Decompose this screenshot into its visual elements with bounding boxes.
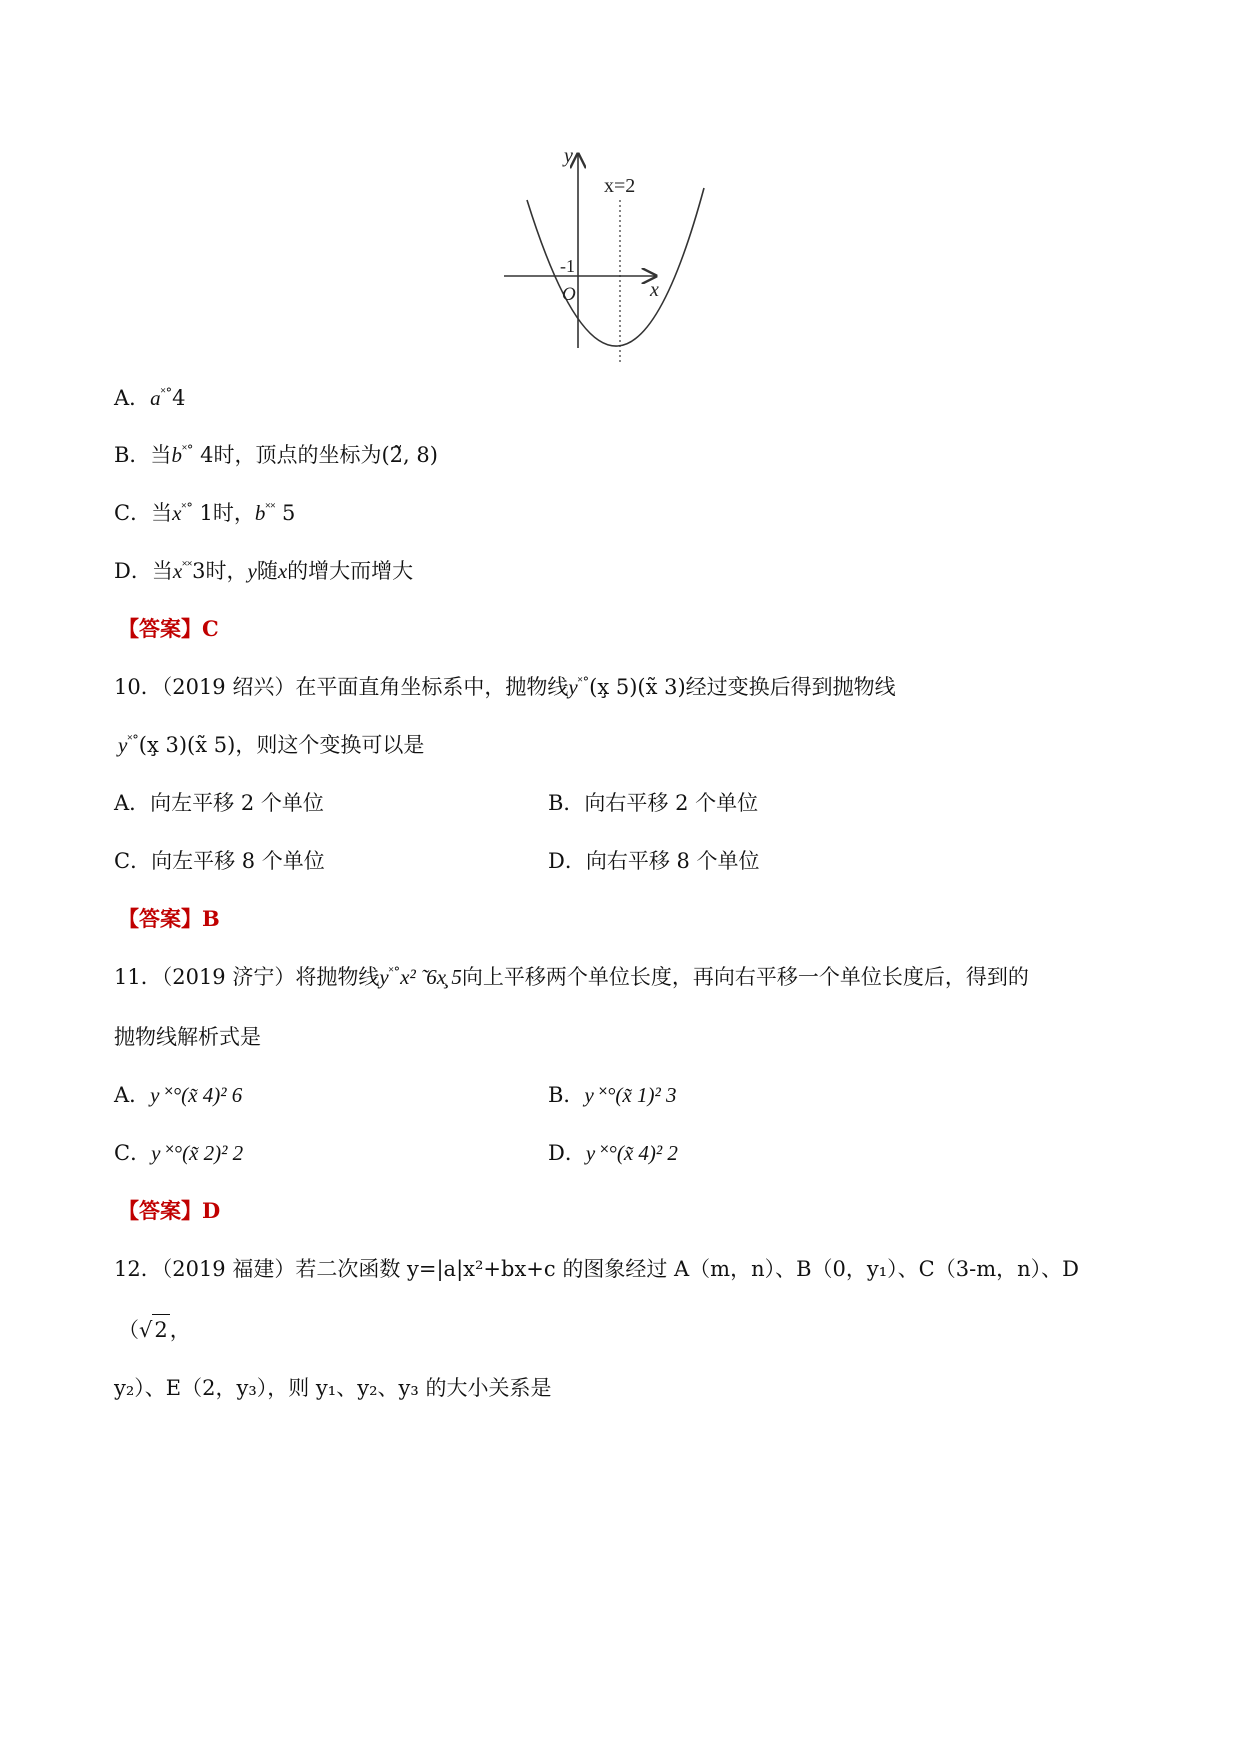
x-axis-label: x [650, 279, 659, 301]
q12-stem-line1: 12．（2019 福建）若二次函数 y=|a|x²+bx+c 的图象经过 A（m，n）、B（0，y₁）、C（3-m，n）、D [114, 1257, 1079, 1281]
q11-option-d: D．y ˟°(x̃ 4)² 2 [548, 1141, 678, 1165]
parabola-curve [527, 188, 704, 346]
q10-answer: 【答案】B [118, 906, 220, 931]
q9-option-b: B．当b˟° 4时，顶点的坐标为(2̃, 8) [114, 443, 438, 467]
origin-label: O [562, 284, 576, 305]
q11-stem-line1: 11．（2019 济宁）将抛物线y˟°x² ̃ 6x̧ 5向上平移两个单位长度，再向右平移一个单位长度后，得到的 [114, 965, 1029, 989]
q10-stem-line1: 10．（2019 绍兴）在平面直角坐标系中，抛物线y˟°(x̧ 5)(x̃ 3)经过变换后得到抛物线 [114, 675, 896, 699]
q10-stem-line2: y˟°(x̧ 3)(x̃ 5)，则这个变换可以是 [118, 733, 425, 757]
minus-one-label: -1 [560, 256, 575, 276]
q10-option-a: A．向左平移 2 个单位 [114, 791, 324, 815]
q9-option-c: C．当x˟° 1时，b˟˟ 5 [114, 501, 296, 525]
q11-option-a: A．y ˟°(x̃ 4)² 6 [114, 1083, 243, 1107]
parabola-graph [496, 148, 736, 378]
q11-option-c: C．y ˟°(x̃ 2)² 2 [114, 1141, 244, 1165]
q11-stem-line2: 抛物线解析式是 [114, 1025, 261, 1049]
axis-of-symmetry-label: x=2 [604, 175, 636, 197]
q11-option-b: B．y ˟°(x̃ 1)² 3 [548, 1083, 677, 1107]
q12-stem-line2: （√2， [118, 1314, 191, 1345]
q9-option-a: A．a˟°4 [114, 386, 186, 410]
q10-option-d: D．向右平移 8 个单位 [548, 849, 760, 873]
q10-option-c: C．向左平移 8 个单位 [114, 849, 325, 873]
q11-answer: 【答案】D [118, 1198, 221, 1223]
y-axis-label: y [564, 148, 573, 167]
q10-option-b: B．向右平移 2 个单位 [548, 791, 759, 815]
q9-answer: 【答案】C [118, 616, 219, 641]
q9-option-d: D．当x˟˟3时，y随x的增大而增大 [114, 559, 414, 583]
q12-stem-line3: y₂）、E（2，y₃），则 y₁、y₂、y₃ 的大小关系是 [114, 1376, 552, 1400]
